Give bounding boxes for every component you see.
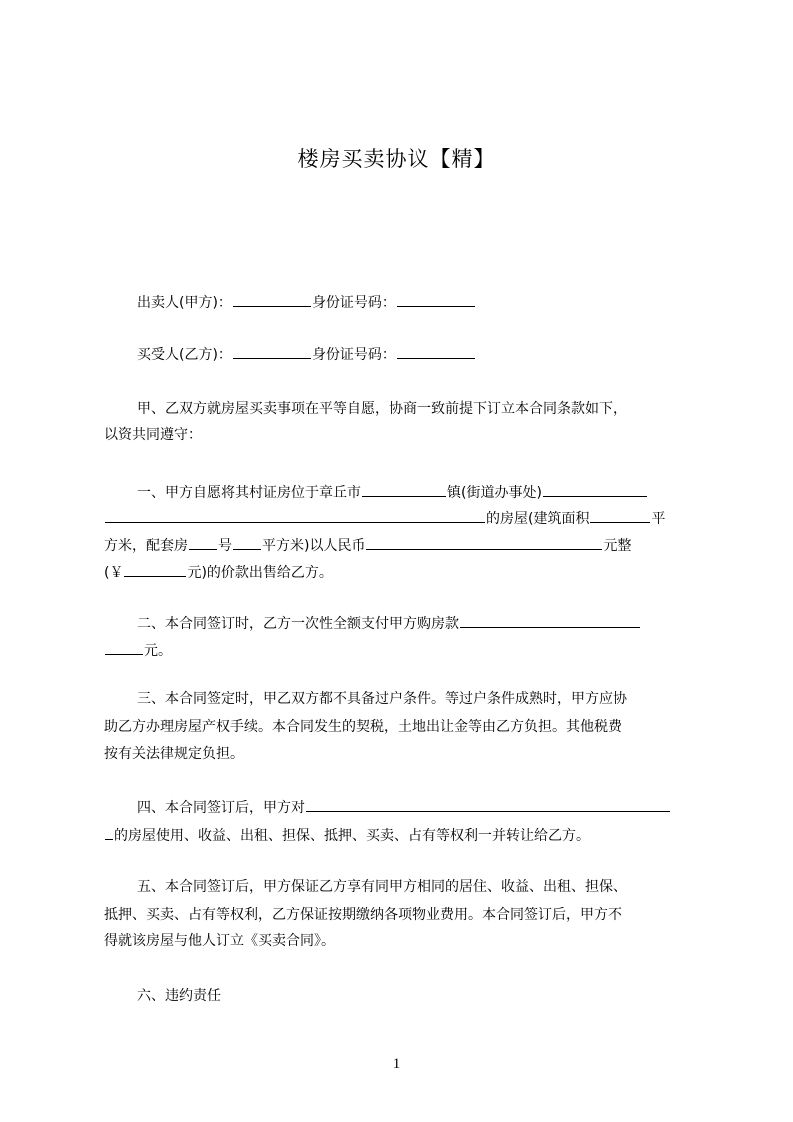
clause4-line-2 <box>104 825 700 845</box>
seller-line <box>104 292 733 312</box>
clause1-line-1 <box>104 482 733 502</box>
clause1-text-f: 号 <box>218 538 232 554</box>
clause1-text-g: 平方米)以人民币 <box>262 538 366 554</box>
purchase-payment-blank[interactable] <box>460 613 640 628</box>
clause5-line-1: 五、本合同签订后，甲方保证乙方享有同甲方相同的居住、收益、出租、担保、 <box>137 879 627 895</box>
clause4-text-b: 的房屋使用、收益、出租、担保、抵押、买卖、占有等权利一并转让给乙方。 <box>114 828 590 844</box>
buyer-line <box>104 344 733 364</box>
house-description-blank-cont[interactable] <box>105 825 113 840</box>
buyer-label: 买受人(乙方)： <box>137 347 232 363</box>
buyer-id-blank[interactable] <box>397 344 475 359</box>
clause3-line-2: 助乙方办理房屋产权手续。本合同发生的契税，土地出让金等由乙方负担。其他税费 <box>104 719 622 735</box>
clause1-text-c: 的房屋(建筑面积 <box>486 511 590 527</box>
location-city-blank[interactable] <box>362 482 446 497</box>
building-area-blank[interactable] <box>590 508 650 523</box>
seller-id-label: 身份证号码： <box>311 295 396 311</box>
clause1-text-j: 元)的价款出售给乙方。 <box>187 565 333 581</box>
document-title: 楼房买卖协议【精】 <box>297 147 496 171</box>
clause1-line-4 <box>104 562 700 582</box>
clause3-line-1: 三、本合同签定时，甲乙双方都不具备过户条件。等过户条件成熟时，甲方应协 <box>137 691 627 707</box>
clause4-line-1 <box>104 797 733 817</box>
clause3-line-3: 按有关法律规定负担。 <box>104 746 244 762</box>
preamble-line-2: 以资共同遵守： <box>104 427 202 443</box>
preamble-line-1: 甲、乙双方就房屋买卖事项在平等自愿，协商一致前提下订立本合同条款如下， <box>137 401 627 417</box>
seller-name-blank[interactable] <box>233 292 311 307</box>
clause1-line-3 <box>104 535 700 555</box>
price-in-figures-blank[interactable] <box>124 562 186 577</box>
clause2-text-b: 元。 <box>144 643 172 659</box>
price-in-words-blank[interactable] <box>366 535 602 550</box>
clause1-text-h: 元整 <box>603 538 632 554</box>
clause2-text-a: 二、本合同签订时，乙方一次性全额支付甲方购房款 <box>137 616 459 632</box>
auxiliary-room-area-blank[interactable] <box>233 535 261 550</box>
clause5-line-2: 抵押、买卖、占有等权利，乙方保证按期缴纳各项物业费用。本合同签订后，甲方不 <box>104 907 622 923</box>
clause1-text-i: (￥ <box>104 565 124 581</box>
house-address-blank[interactable] <box>105 508 485 523</box>
seller-label: 出卖人(甲方)： <box>137 295 232 311</box>
clause4-text-a: 四、本合同签订后，甲方对 <box>137 800 305 816</box>
buyer-id-label: 身份证号码： <box>311 347 396 363</box>
clause1-line-2 <box>104 508 700 528</box>
clause6-heading: 六、违约责任 <box>137 988 221 1004</box>
seller-id-blank[interactable] <box>397 292 475 307</box>
clause1-text-b: 镇(街道办事处) <box>447 485 542 501</box>
clause1-text-e: 方米，配套房 <box>104 538 188 554</box>
purchase-payment-blank-cont[interactable] <box>105 640 143 655</box>
clause2-line-2 <box>104 640 700 660</box>
page-number: 1 <box>392 1056 401 1072</box>
clause5-line-3: 得就该房屋与他人订立《买卖合同》。 <box>104 933 335 949</box>
street-office-blank[interactable] <box>543 482 647 497</box>
clause2-line-1 <box>104 613 733 633</box>
clause1-text-a: 一、甲方自愿将其村证房位于章丘市 <box>137 485 361 501</box>
clause1-text-d: 平 <box>651 511 666 527</box>
house-description-blank[interactable] <box>306 797 670 812</box>
buyer-name-blank[interactable] <box>233 344 311 359</box>
auxiliary-room-number-blank[interactable] <box>189 535 217 550</box>
